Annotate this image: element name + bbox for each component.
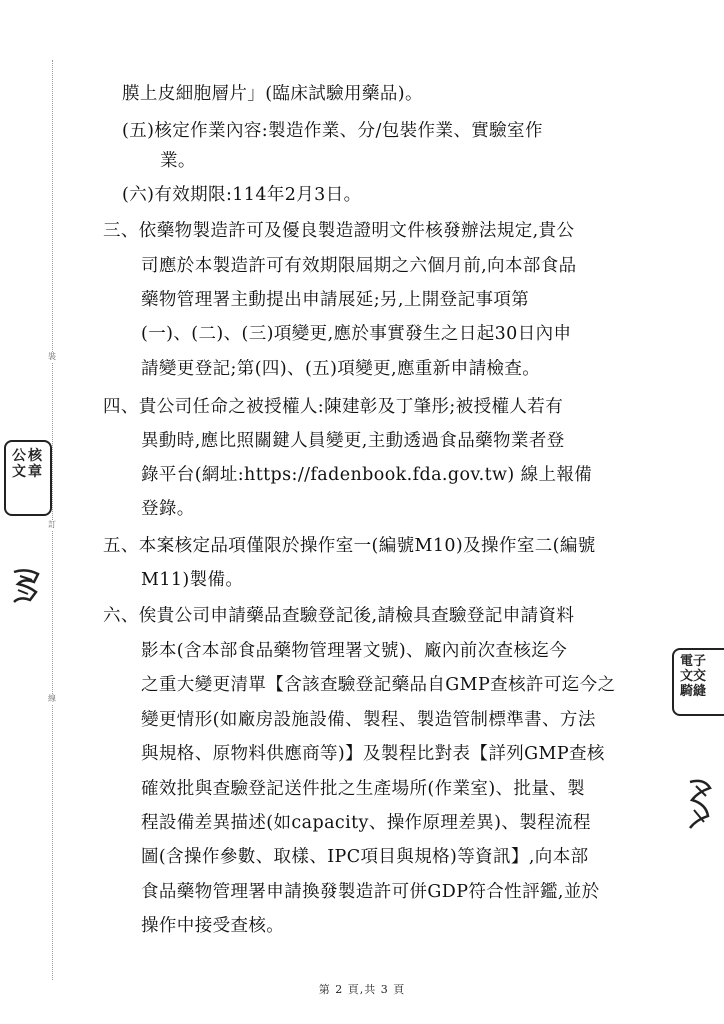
text-line-14: 五、本案核定品項僅限於操作室一(編號M10)及操作室二(編號 (103, 536, 596, 556)
text-line-12: 錄平台(網址:https://fadenbook.fda.gov.tw) 線上報備 (141, 465, 593, 485)
text-line-10: 四、貴公司任命之被授權人:陳建彰及丁肇彤;被授權人若有 (103, 397, 564, 417)
binding-mark-ding: 訂 (48, 520, 56, 529)
seal-fragment-left (10, 568, 42, 604)
text-line-21: 確效批與查驗登記送件批之生產場所(作業室)、批量、製 (141, 779, 586, 799)
text-line-11: 異動時,應比照關鍵人員變更,主動透過食品藥物業者登 (141, 431, 565, 451)
text-line-1: 膜上皮細胞層片」(臨床試驗用藥品)。 (122, 84, 423, 104)
binding-mark-xian: 線 (48, 694, 56, 703)
text-line-16: 六、俟貴公司申請藥品查驗登記後,請檢具查驗登記申請資料 (103, 606, 575, 626)
text-line-18: 之重大變更清單【含該查驗登記藥品自GMP查核許可迄今之 (141, 675, 616, 695)
seal-stamp-left: 公 文 核 章 (4, 440, 52, 516)
text-line-22: 程設備差異描述(如capacity、操作原理差異)、製程流程 (141, 813, 591, 833)
text-line-15: M11)製備。 (141, 570, 244, 590)
text-line-17: 影本(含本部食品藥物管理署文號)、廠內前次查核迄今 (141, 641, 568, 661)
text-line-24: 食品藥物管理署申請換發製造許可併GDP符合性評鑑,並於 (141, 882, 600, 902)
page-number: 第 2 頁,共 3 頁 (318, 983, 406, 996)
text-line-23: 圖(含操作參數、取樣、IPC項目與規格)等資訊】,向本部 (141, 847, 589, 867)
text-line-3: 業。 (160, 151, 196, 171)
seal-stamp-right: 電子 文交 騎縫 (672, 648, 724, 716)
text-line-19: 變更情形(如廠房設施設備、製程、製造管制標準書、方法 (141, 710, 596, 730)
text-line-8: (一)、(二)、(三)項變更,應於事實發生之日起30日內申 (141, 324, 572, 344)
text-line-5: 三、依藥物製造許可及優良製造證明文件核發辦法規定,貴公 (103, 221, 575, 241)
text-line-6: 司應於本製造許可有效期限屆期之六個月前,向本部食品 (141, 256, 577, 276)
text-line-25: 操作中接受查核。 (141, 916, 285, 936)
seal-fragment-right (684, 776, 714, 834)
text-line-4: (六)有效期限:114年2月3日。 (122, 185, 362, 205)
text-line-13: 登錄。 (141, 499, 195, 519)
text-line-7: 藥物管理署主動提出申請展延;另,上開登記事項第 (141, 290, 530, 310)
binding-mark-zhuang: 裝 (48, 352, 56, 361)
text-line-20: 與規格、原物料供應商等)】及製程比對表【詳列GMP查核 (141, 744, 605, 764)
text-line-2: (五)核定作業內容:製造作業、分/包裝作業、實驗室作 (122, 121, 543, 141)
text-line-9: 請變更登記;第(四)、(五)項變更,應重新申請檢查。 (141, 359, 541, 379)
